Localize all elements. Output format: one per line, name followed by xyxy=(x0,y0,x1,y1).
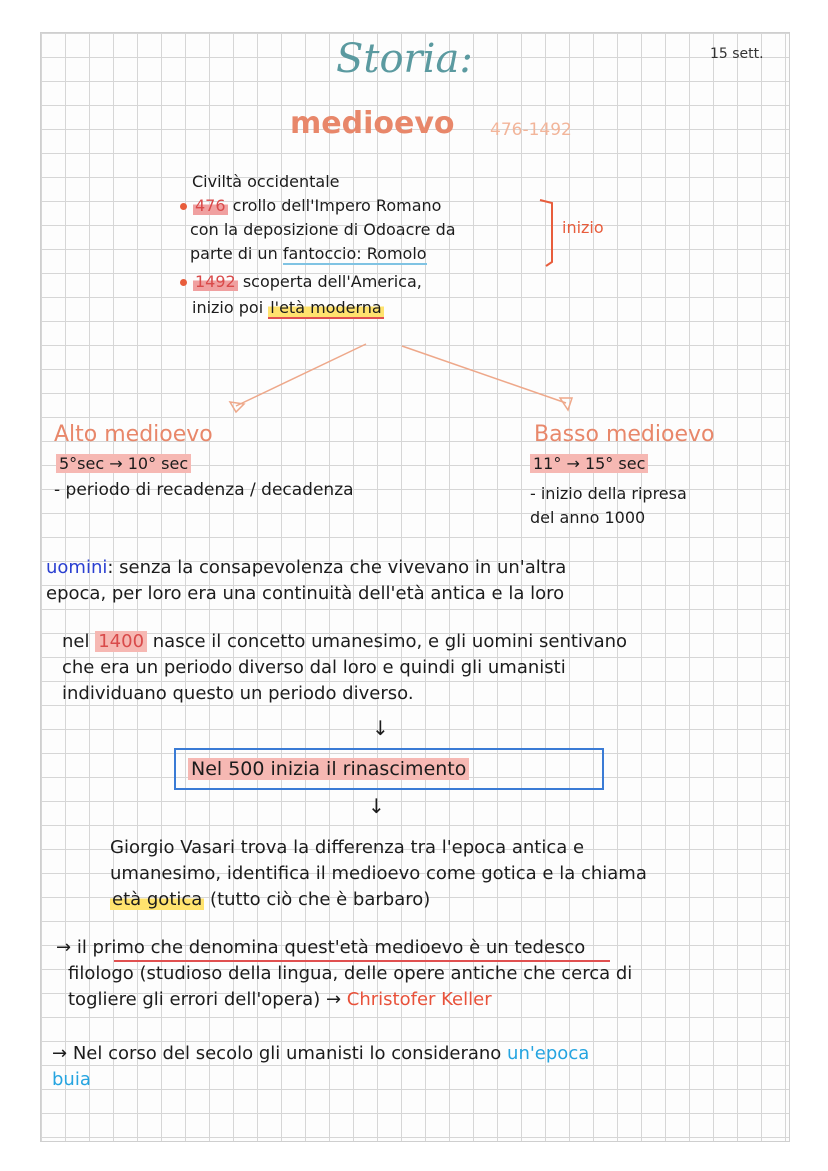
p1400-text-1: nasce il concetto umanesimo, e gli uomini sentivano xyxy=(152,631,628,652)
alto-title: Alto medioevo xyxy=(54,422,213,447)
p1400-line-1 xyxy=(62,630,627,654)
item2-line2 xyxy=(192,296,384,320)
basso-desc-2: del anno 1000 xyxy=(530,508,646,527)
rinascimento-box xyxy=(174,748,604,790)
date-label: 15 sett. xyxy=(710,46,764,62)
topic-title: medioevo xyxy=(290,106,455,141)
arrow-right-head xyxy=(560,398,572,410)
arrow-left-head xyxy=(230,402,244,412)
item2-text: scoperta dell'America, xyxy=(242,272,422,291)
uomini-label: uomini xyxy=(46,557,108,578)
keller-line-1 xyxy=(56,936,585,960)
box-text-wrap xyxy=(188,758,469,780)
alto-period xyxy=(56,454,191,473)
uomini-line-1 xyxy=(46,556,566,580)
year-1492: 1492 xyxy=(195,272,236,291)
eta-gotica: età gotica xyxy=(112,889,203,910)
item1-text: crollo dell'Impero Romano xyxy=(232,196,442,215)
keller-line-2: filologo (studioso della lingua, delle opere antiche che cerca di xyxy=(68,963,633,984)
umanisti-line1a: Nel corso del secolo gli umanisti lo considerano xyxy=(72,1043,502,1064)
alto-period-text: 5°sec → 10° sec xyxy=(56,454,191,473)
bullet-icon xyxy=(180,203,187,210)
item2-line2a: inizio poi xyxy=(192,298,264,317)
down-arrow-icon: ↓ xyxy=(372,716,389,740)
intro-item-2 xyxy=(180,270,422,294)
year-1400: 1400 xyxy=(95,631,147,652)
vasari-line-1: Giorgio Vasari trova la differenza tra l'epoca antica e xyxy=(110,837,585,858)
basso-period-text: 11° → 15° sec xyxy=(530,454,648,473)
page-title: Storia: xyxy=(336,36,473,82)
item1-line3 xyxy=(190,242,427,266)
basso-period xyxy=(530,454,648,473)
umanisti-epoca: un'epoca xyxy=(507,1043,590,1064)
keller-line3a: togliere gli errori dell'opera) → xyxy=(68,989,342,1010)
basso-title: Basso medioevo xyxy=(534,422,715,447)
vasari-line3-rest: (tutto ciò che è barbaro) xyxy=(210,889,431,910)
vasari-line-3 xyxy=(110,888,430,912)
item1-line3a: parte di un xyxy=(190,244,278,263)
uomini-line-2: epoca, per loro era una continuità dell'età antica e la loro xyxy=(46,583,565,604)
basso-desc-1: - inizio della ripresa xyxy=(530,484,687,503)
arrow-right-line xyxy=(402,346,566,403)
umanisti-line-1 xyxy=(52,1042,589,1066)
bullet-icon xyxy=(180,279,187,286)
item1-line3b: fantoccio: Romolo xyxy=(282,244,427,263)
item1-line2: con la deposizione di Odoacre da xyxy=(190,220,456,239)
inizio-bracket xyxy=(540,200,552,266)
p1400-line-3: individuano questo un periodo diverso. xyxy=(62,683,414,704)
vasari-line-2: umanesimo, identifica il medioevo come gotica e la chiama xyxy=(110,863,647,884)
intro-heading: Civiltà occidentale xyxy=(192,172,340,191)
down-arrow-icon: ↓ xyxy=(368,794,385,818)
keller-line1b: è un tedesco xyxy=(469,937,586,958)
date-range: 476-1492 xyxy=(490,120,572,140)
intro-item-1 xyxy=(180,194,441,218)
alto-desc: - periodo di recadenza / decadenza xyxy=(54,480,354,500)
keller-line-3 xyxy=(68,988,492,1012)
keller-line1a: il primo che denomina quest'età medioevo xyxy=(76,937,464,958)
umanisti-line-2: buia xyxy=(52,1069,91,1090)
arrow-right-icon: → xyxy=(56,937,72,958)
p1400-line-2: che era un periodo diverso dal loro e quindi gli umanisti xyxy=(62,657,566,678)
year-476: 476 xyxy=(195,196,226,215)
eta-moderna: l'età moderna xyxy=(270,298,382,317)
bracket-label: inizio xyxy=(562,218,604,237)
uomini-text-1: : senza la consapevolenza che vivevano in un'altra xyxy=(107,557,567,578)
arrow-right-icon: → xyxy=(52,1043,68,1064)
arrow-left-line xyxy=(236,344,366,406)
rinascimento-text: Nel 500 inizia il rinascimento xyxy=(188,758,469,780)
keller-name: Christofer Keller xyxy=(346,989,492,1010)
p1400-lead: nel xyxy=(62,631,90,652)
